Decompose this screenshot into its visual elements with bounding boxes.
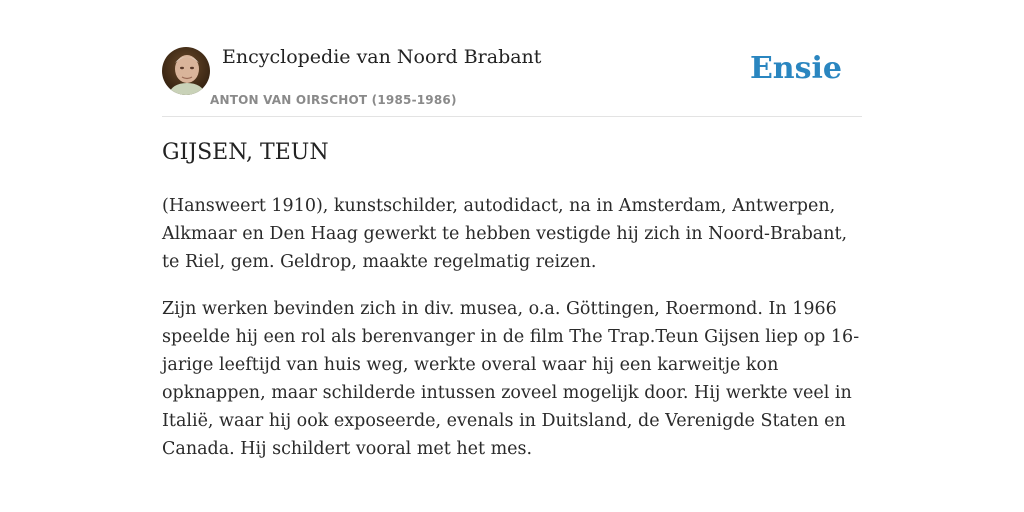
article-paragraph: Zijn werken bevinden zich in div. musea, o.a. Göttingen, Roermond. In 1966 speelde hij een rol als berenvanger in de film The Trap.Teun Gijsen liep op 16-jarige leeftijd van huis weg, werkte overal waar hij een karweitje kon opknappen, maar schilderde intussen zoveel mogelijk door. Hij werkte veel in Italië, waar hij ook exposeerde, evenals in Duitsland, de Verenigde Staten en Canada. Hij schildert vooral met het mes. xyxy=(162,299,860,459)
article-paragraph: (Hansweert 1910), kunstschilder, autodidact, na in Amsterdam, Antwerpen, Alkmaar en Den Haag gewerkt te hebben vestigde hij zich in Noord-Brabant, te Riel, gem. Geldrop, maakte regelmatig reizen. xyxy=(162,196,848,272)
header xyxy=(162,44,862,117)
article-title: GIJSEN, TEUN xyxy=(162,140,329,165)
source-title[interactable]: Encyclopedie van Noord Brabant xyxy=(222,46,542,68)
author-avatar[interactable] xyxy=(162,47,210,95)
portrait-photo-icon xyxy=(162,47,210,95)
ensie-logo[interactable]: Ensie xyxy=(749,51,842,86)
author-name[interactable]: ANTON VAN OIRSCHOT (1985-1986) xyxy=(210,93,457,107)
